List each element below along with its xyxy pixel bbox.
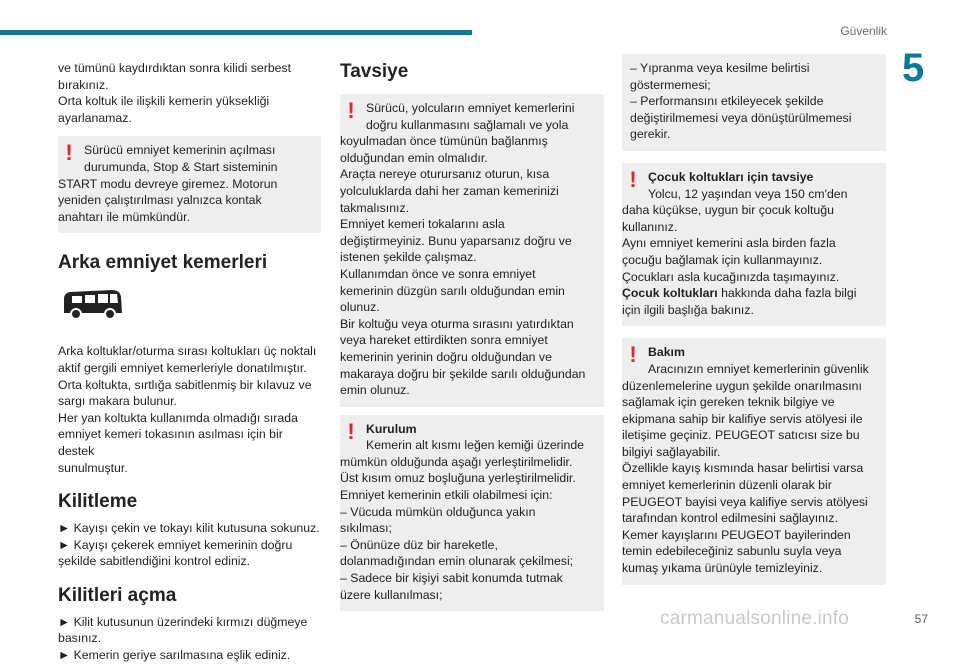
column-1: [58, 60, 321, 664]
text-line: ► Kilit kutusunun üzerindeki kırmızı düğmeye: [58, 614, 308, 629]
box-title: Bakım: [648, 345, 685, 360]
exclamation-icon: !: [629, 166, 637, 192]
text-line: şekilde sabitlendiğini kontrol ediniz.: [58, 554, 251, 569]
text-line: – Sadece bir kişiyi sabit konumda tutmak: [340, 571, 563, 586]
text-line: Yolcu, 12 yaşından veya 150 cm'den: [648, 186, 848, 201]
text-line: Orta koltuk ile ilişkili kemerin yüksekliği: [58, 94, 270, 109]
text-line: düzenlemelerine uygun şekilde onarılmasını: [622, 378, 862, 393]
text-line: Bir koltuğu veya oturma sırasını yatırdıktan: [340, 316, 574, 331]
column-2: [340, 60, 604, 611]
text-line: aktif gergili emniyet kemerleriyle donatılmıştır.: [58, 360, 307, 375]
text-line: Kemerin alt kısmı leğen kemiği üzerinde: [366, 438, 585, 453]
unlocking-text: [58, 614, 321, 664]
text-line: Arka koltuklar/oturma sırası koltukları üç noktalı: [58, 344, 317, 359]
text-line: dolanmadığından emin olunarak çekilmesi;: [340, 554, 574, 569]
text-line: iletişime geçiniz. PEUGEOT satıcısı size bu: [622, 428, 860, 443]
text-line: Çocukları asla kucağınızda taşımayınız.: [622, 269, 840, 284]
text-line: koyulmadan önce tümünün bağlanmış: [340, 134, 548, 149]
text-line: START modu devreye giremez. Motorun: [58, 176, 278, 191]
text-line: Sürücü, yolcuların emniyet kemerlerini: [366, 101, 575, 115]
text-line: – Yıpranma veya kesilme belirtisi: [630, 61, 810, 75]
text-line: Özellikle kayış kısmında hasar belirtisi varsa: [622, 461, 864, 476]
text-line: olunuz.: [340, 300, 380, 315]
warning-box-advice: [340, 94, 604, 407]
text-line: makaraya doğru bir şekilde sarılı olduğundan: [340, 366, 586, 381]
text-line: ayarlanamaz.: [58, 110, 132, 125]
text-line: için ilgili başlığa bakınız.: [622, 302, 754, 317]
text-line: sunulmuştur.: [58, 460, 128, 475]
locking-text: [58, 520, 321, 570]
section-title: Güvenlik: [840, 24, 887, 38]
text-line: üzere kullanılması;: [340, 587, 443, 602]
text-line: takmalısınız.: [340, 200, 410, 215]
text-line: Sürücü emniyet kemerinin açılması: [84, 143, 276, 158]
box-title: Çocuk koltukları için tavsiye: [648, 169, 814, 184]
chapter-number: 5: [902, 46, 925, 90]
warning-box-installation: [340, 415, 604, 612]
text-line: – Vücuda mümkün olduğunca yakın: [340, 504, 536, 519]
page-number: 57: [914, 612, 928, 626]
text-line: Üst kısım omuz boşluğuna yerleştirilmelidir.: [340, 471, 576, 486]
text-line: temin edebileceğiniz sabunlu suyla veya: [622, 544, 842, 559]
text-line: [622, 285, 879, 302]
text-line: – Performansını etkileyecek şekilde: [630, 94, 824, 109]
text-line: Kullanımdan önce ve sonra emniyet: [340, 266, 536, 281]
text-line: doğru kullanmasını sağlamalı ve yola: [366, 117, 569, 132]
text-line: Aynı emniyet kemerini asla birden fazla: [622, 236, 836, 251]
box-title: Kurulum: [366, 421, 417, 436]
text-line: değiştirilmemesi veya dönüştürülmemesi: [630, 110, 852, 125]
text-line: ► Kayışı çekin ve tokayı kilit kutusuna sokunuz.: [58, 521, 320, 536]
bold-ref: Çocuk koltukları: [622, 286, 718, 301]
text-line: tarafından kontrol edilmesini sağlayınız.: [622, 511, 838, 526]
ref-rest: hakkında daha fazla bilgi: [717, 286, 857, 301]
text-line: sargı makara bulunur.: [58, 394, 177, 409]
text-line: Her yan koltukta kullanımda olmadığı sırada: [58, 410, 298, 425]
header-bar: [0, 30, 472, 35]
heading-locking: Kilitleme: [58, 491, 138, 513]
exclamation-icon: !: [347, 98, 355, 123]
text-line: daha küçükse, uygun bir çocuk koltuğu: [622, 203, 834, 218]
text-line: kullanınız.: [622, 219, 678, 234]
text-line: emin olunuz.: [340, 383, 410, 398]
exclamation-icon: !: [629, 342, 637, 368]
text-line: ve tümünü kaydırdıktan sonra kilidi serbest: [58, 61, 292, 75]
warning-box-maintenance: [622, 338, 886, 584]
text-line: veya hareket ettirdikten sonra emniyet: [340, 333, 548, 348]
text-line: Orta koltukta, sırtlığa sabitlenmiş bir kılavuz ve: [58, 377, 312, 392]
heading-advice: Tavsiye: [340, 61, 409, 82]
text-line: olduğundan emin olmalıdır.: [340, 150, 488, 165]
text-line: sağlamak için gereken teknik bilgiye ve: [622, 395, 835, 410]
text-line: gerekir.: [630, 127, 671, 142]
text-line: Emniyet kemerinin etkili olabilmesi için:: [340, 488, 553, 503]
text-line: değiştirmeyiniz. Bunu yaparsanız doğru ve: [340, 233, 572, 248]
text-line: göstermemesi;: [630, 77, 711, 92]
text-line: Kemer kayışlarını PEUGEOT bayilerinden: [622, 527, 851, 542]
exclamation-icon: !: [347, 418, 355, 444]
text-line: PEUGEOT bayisi veya kalifiye servis atölyesi: [622, 494, 868, 509]
text-line: yeniden çalıştırılması yalnızca kontak: [58, 193, 262, 208]
text-line: çocuğu bağlamak için kullanmayınız.: [622, 252, 823, 267]
text-line: istenen şekilde çalışmaz.: [340, 250, 477, 265]
intro-text: [58, 60, 321, 126]
van-icon: [60, 287, 321, 329]
text-line: kemerinin düzgün sarılı olduğundan emin: [340, 283, 565, 298]
continued-box: [622, 54, 886, 151]
text-line: bilgiyi sağlayabilir.: [622, 444, 721, 459]
text-line: sıkılması;: [340, 521, 392, 536]
text-line: emniyet kemerlerinin düzenli olarak bir: [622, 478, 832, 493]
text-line: kemerinin yerinin doğru olduğundan ve: [340, 349, 552, 364]
text-line: anahtarı ile mümkündür.: [58, 209, 190, 224]
text-line: ► Kayışı çekerek emniyet kemerinin doğru: [58, 537, 293, 552]
heading-unlocking: Kilitleri açma: [58, 584, 177, 606]
text-line: Aracınızın emniyet kemerlerinin güvenlik: [648, 361, 869, 376]
text-line: ► Kemerin geriye sarılmasına eşlik ediniz.: [58, 648, 291, 663]
text-line: mümkün olduğunda aşağı yerleştirilmelidir.: [340, 454, 573, 469]
text-line: kumaş yıkama ürünüyle temizleyiniz.: [622, 561, 823, 576]
text-line: yolculuklarda dahi her zaman kemerinizi: [340, 183, 559, 198]
rear-belts-text: [58, 343, 321, 476]
text-line: bırakınız.: [58, 77, 109, 92]
text-line: emniyet kemeri tokasının asılması için bir destek: [58, 427, 283, 458]
text-line: Emniyet kemeri tokalarını asla: [340, 217, 505, 232]
text-line: Araçta nereye oturursanız oturun, kısa: [340, 167, 550, 182]
text-line: ekipmana sahip bir kalifiye servis atölyesi ile: [622, 411, 863, 426]
warning-box-child-seats: [622, 163, 886, 326]
exclamation-icon: !: [65, 140, 73, 166]
text-line: basınız.: [58, 631, 102, 646]
text-line: – Önünüze düz bir hareketle,: [340, 537, 498, 552]
heading-rear-belts: Arka emniyet kemerleri: [58, 252, 268, 274]
warning-box-stop-start: [58, 136, 321, 233]
watermark: carmanualsonline.info: [660, 608, 850, 629]
text-line: durumunda, Stop & Start sisteminin: [84, 159, 278, 174]
column-3: [622, 54, 886, 585]
